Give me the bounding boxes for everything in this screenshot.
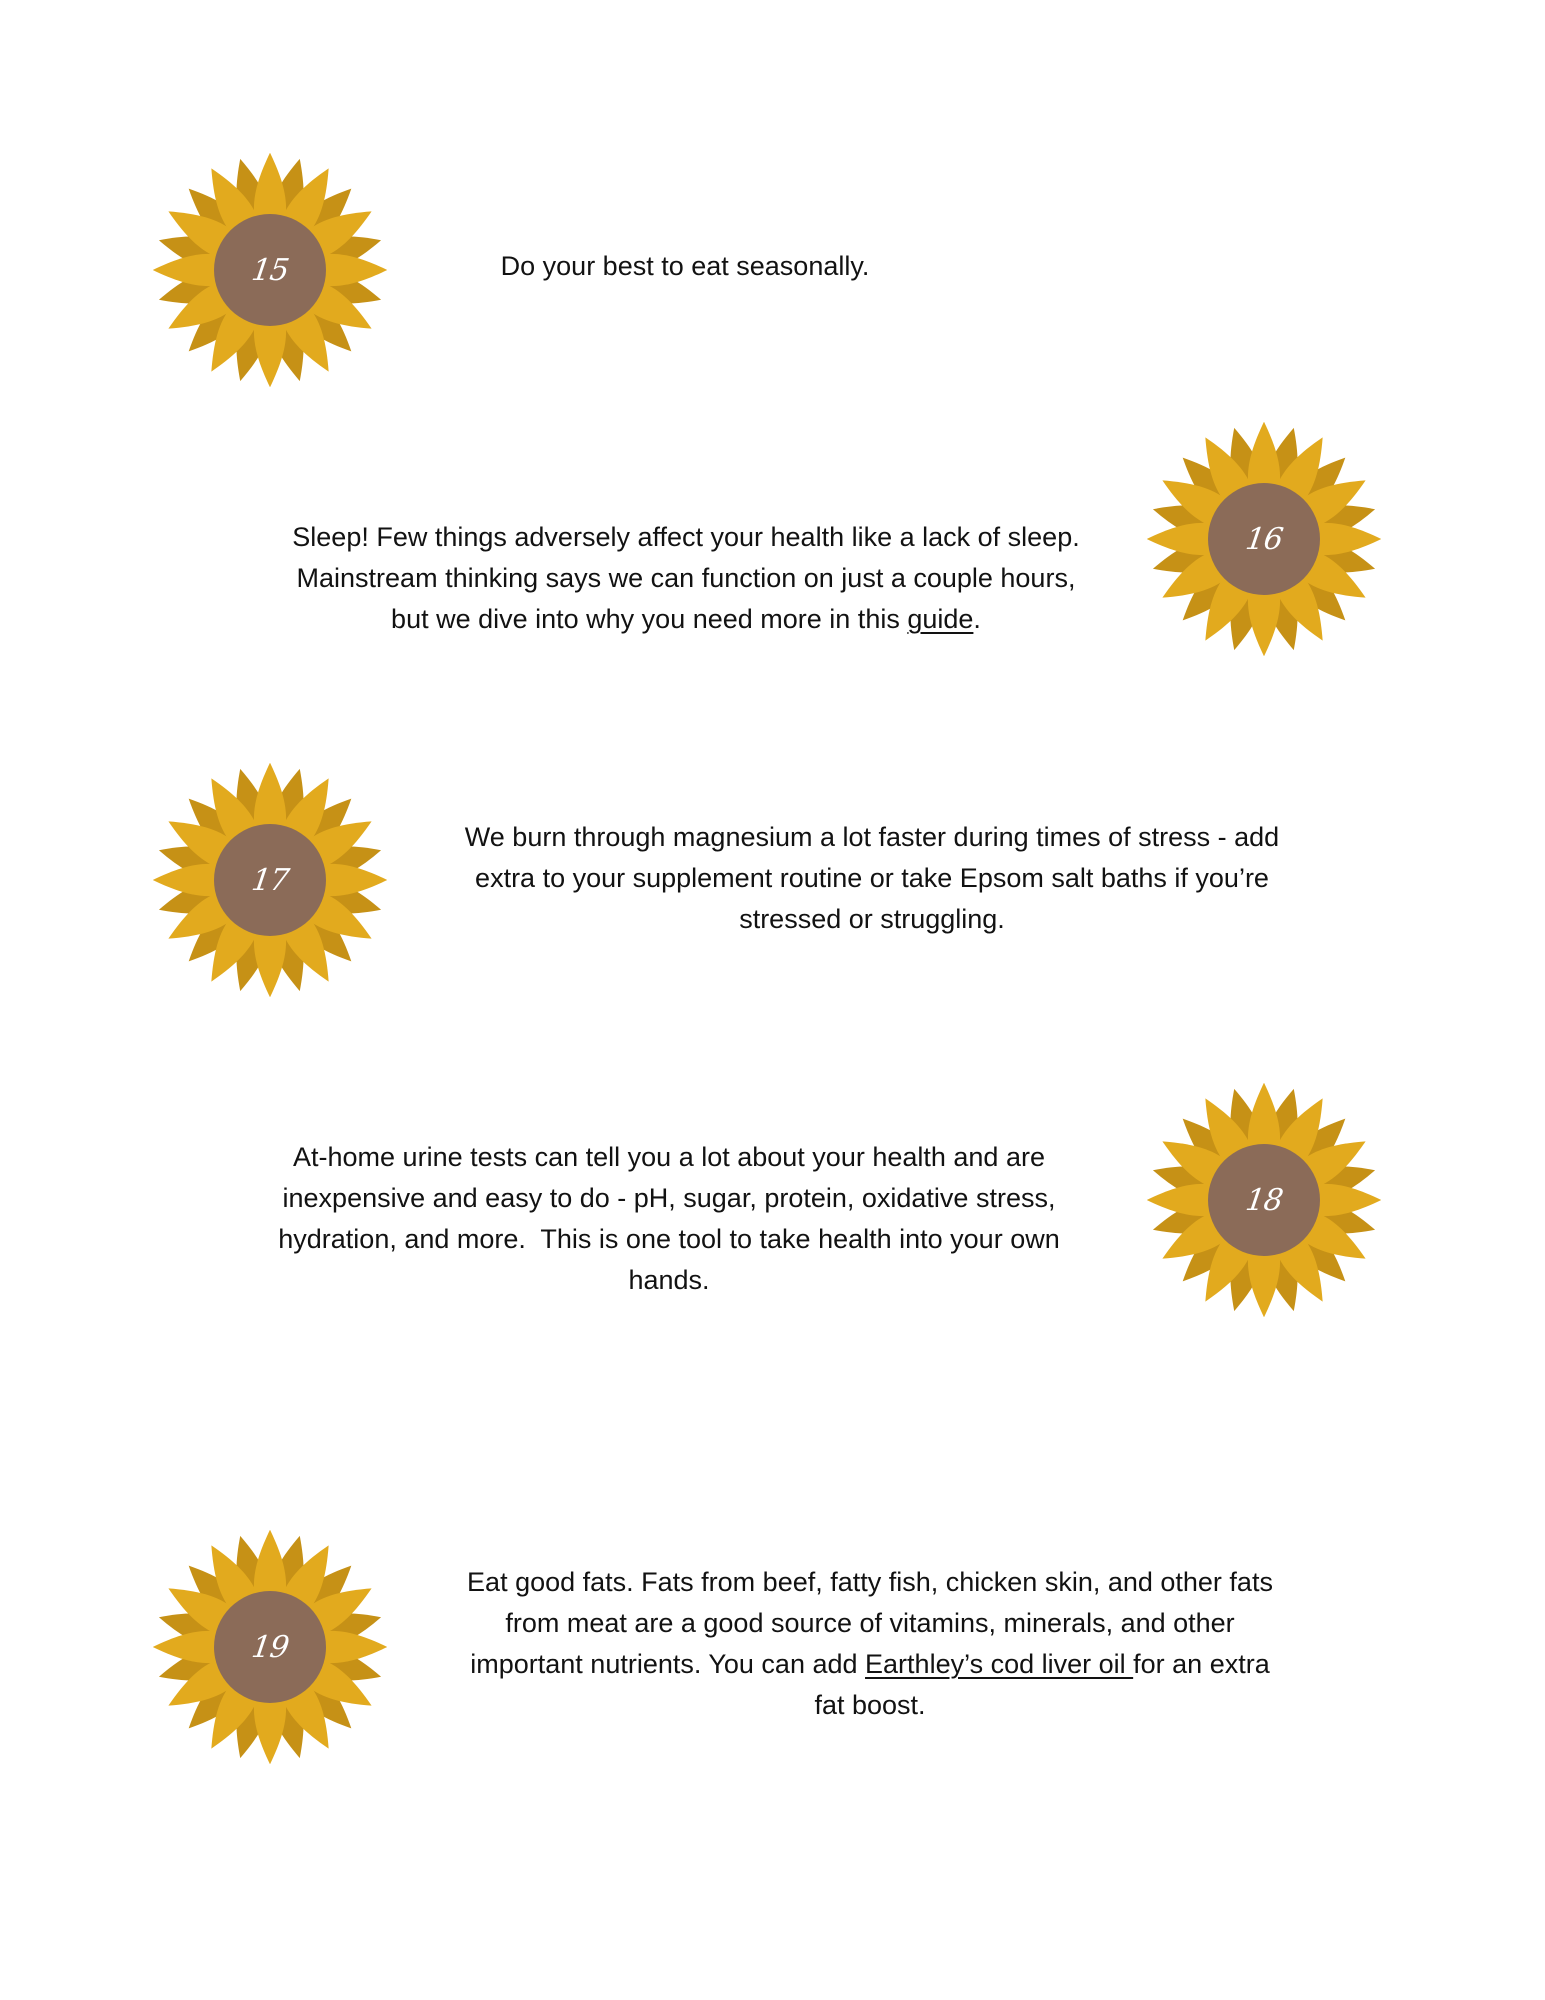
tip-line xyxy=(405,1644,1335,1685)
tip-line-text: important nutrients. You can add xyxy=(470,1649,866,1679)
tip-16-text xyxy=(236,517,1136,640)
tip-line: Sleep! Few things adversely affect your health like a lack of sleep. xyxy=(292,522,1080,552)
tip-number: 18 xyxy=(1243,1182,1285,1218)
tip-line: inexpensive and easy to do - pH, sugar, protein, oxidative stress, xyxy=(282,1183,1056,1213)
tip-17-text xyxy=(402,817,1342,940)
sleep-guide-link[interactable]: guide xyxy=(907,604,974,634)
tip-line-text: but we dive into why you need more in this xyxy=(391,604,908,634)
tip-number: 16 xyxy=(1243,521,1285,557)
tip-line: Do your best to eat seasonally. xyxy=(500,251,870,281)
sunflower-badge-19 xyxy=(153,1530,387,1764)
cod-liver-oil-link[interactable]: Earthley’s cod liver oil xyxy=(865,1649,1134,1679)
tip-line: Mainstream thinking says we can function on just a couple hours, xyxy=(296,563,1076,593)
tip-line: stressed or struggling. xyxy=(739,904,1005,934)
tip-line: At-home urine tests can tell you a lot about your health and are xyxy=(293,1142,1045,1172)
tip-line: from meat are a good source of vitamins, minerals, and other xyxy=(505,1608,1235,1638)
sunflower-badge-16 xyxy=(1147,422,1381,656)
tip-number: 19 xyxy=(249,1629,291,1665)
tip-15-text xyxy=(470,246,900,287)
tip-line: fat boost. xyxy=(814,1690,926,1720)
tip-number: 15 xyxy=(249,252,291,288)
tip-line-text: for an extra xyxy=(1133,1649,1270,1679)
tip-line: We burn through magnesium a lot faster during times of stress - add xyxy=(464,822,1280,852)
tip-line: hydration, and more. This is one tool to take health into your own xyxy=(278,1224,1060,1254)
tip-line xyxy=(236,599,1136,640)
tip-line: extra to your supplement routine or take Epsom salt baths if you’re xyxy=(475,863,1269,893)
sunflower-badge-18 xyxy=(1147,1083,1381,1317)
tip-number: 17 xyxy=(249,862,291,898)
tip-18-text xyxy=(214,1137,1124,1301)
tip-line: Eat good fats. Fats from beef, fatty fish, chicken skin, and other fats xyxy=(467,1567,1273,1597)
tip-19-text xyxy=(405,1562,1335,1726)
tip-line: hands. xyxy=(628,1265,710,1295)
tip-line-text: . xyxy=(973,604,981,634)
sunflower-badge-17 xyxy=(153,763,387,997)
sunflower-badge-15 xyxy=(153,153,387,387)
